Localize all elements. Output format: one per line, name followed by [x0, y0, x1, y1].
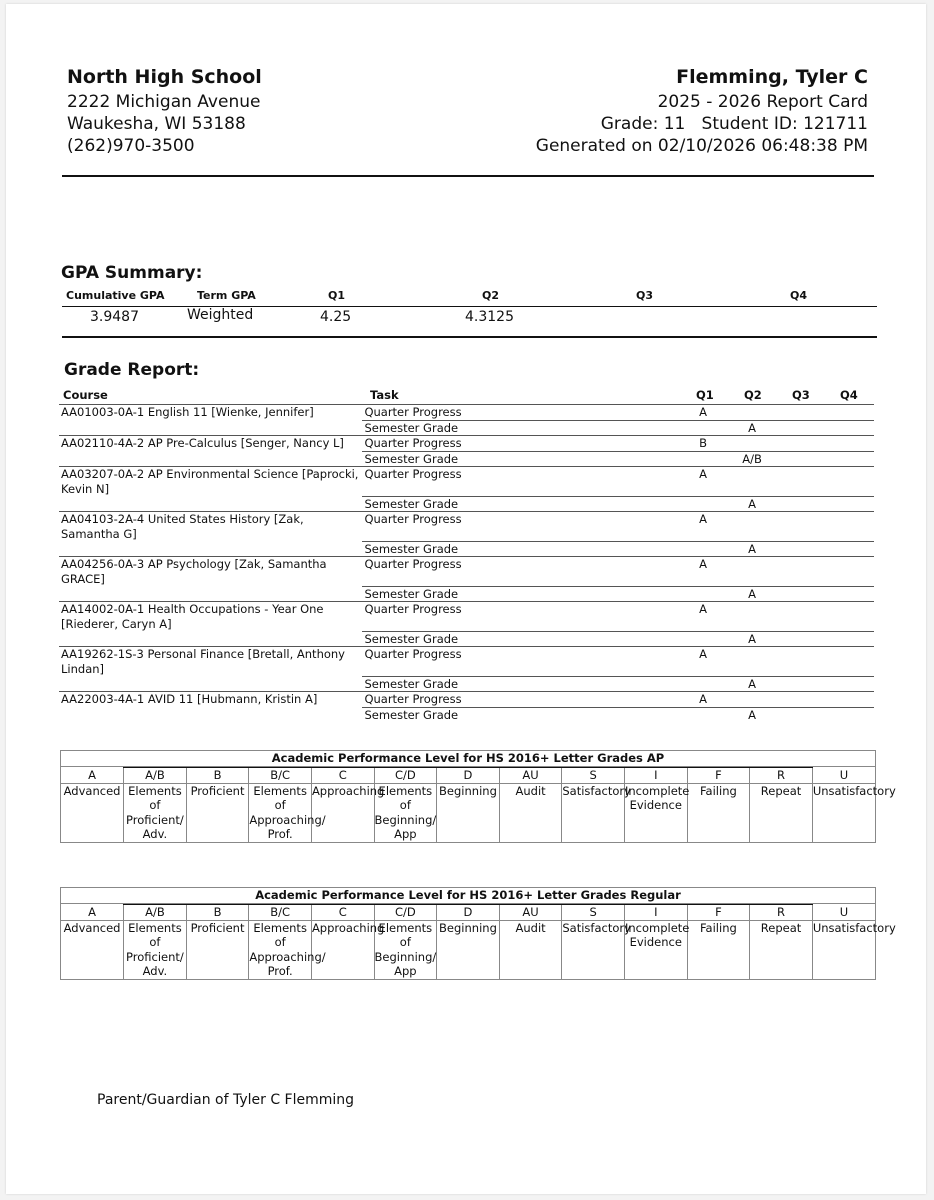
- course-name: [59, 451, 362, 467]
- grade-q2: [727, 436, 776, 452]
- grade-q4: [825, 420, 874, 436]
- scale-code: A/B: [124, 768, 187, 784]
- grade-q4: [825, 496, 874, 512]
- scale-code: B/C: [249, 768, 312, 784]
- grade-q3: [777, 436, 826, 452]
- school-address-line1: 2222 Michigan Avenue: [67, 92, 261, 112]
- task-name: Semester Grade: [362, 451, 678, 467]
- scale-description: Audit: [499, 920, 562, 979]
- grade-q3: [777, 586, 826, 602]
- grade-header-q4: Q4: [840, 388, 858, 402]
- task-name: Quarter Progress: [362, 467, 678, 497]
- gpa-header-q1: Q1: [328, 289, 346, 302]
- gpa-header-term: Term GPA: [197, 289, 256, 302]
- task-name: Semester Grade: [362, 420, 678, 436]
- scale-description: Incomplete Evidence: [624, 920, 687, 979]
- scale-code: A: [61, 768, 124, 784]
- gpa-bottom-rule: [62, 336, 877, 338]
- grade-header-q3: Q3: [792, 388, 810, 402]
- scale-code: AU: [499, 905, 562, 921]
- gpa-header-q3: Q3: [636, 289, 654, 302]
- table-row: [59, 557, 874, 587]
- grade-q3: [777, 512, 826, 542]
- grade-q3: [777, 541, 826, 557]
- scale-code: D: [437, 768, 500, 784]
- grading-scale-regular: [60, 887, 896, 980]
- course-name: [59, 631, 362, 647]
- scale-code: U: [812, 905, 875, 921]
- table-row: [59, 496, 874, 512]
- grade-q4: [825, 707, 874, 722]
- course-name: AA03207-0A-2 AP Environmental Science [Paprocki, Kevin N]: [59, 467, 362, 497]
- grade-report-title: Grade Report:: [64, 360, 200, 380]
- grading-scale-ap: [60, 750, 896, 843]
- grade-q4: [825, 512, 874, 542]
- grade-q4: [825, 692, 874, 708]
- gpa-header-rule: [62, 306, 877, 307]
- course-name: AA04256-0A-3 AP Psychology [Zak, Samantha GRACE]: [59, 557, 362, 587]
- generated-timestamp: Generated on 02/10/2026 06:48:38 PM: [535, 136, 868, 156]
- grade-q2: A: [727, 631, 776, 647]
- grade-q1: A: [679, 602, 728, 632]
- scale-code: R: [750, 768, 813, 784]
- course-name: [59, 420, 362, 436]
- grade-q2: [727, 467, 776, 497]
- grade-q1: A: [679, 557, 728, 587]
- scale-code: F: [687, 905, 750, 921]
- grade-q2: A: [727, 496, 776, 512]
- table-row: [59, 405, 874, 421]
- grade-q1: [679, 676, 728, 692]
- scale-description: Unsatisfactory: [812, 783, 875, 842]
- gpa-value-term: Weighted: [187, 307, 254, 323]
- scale-description: Repeat: [750, 920, 813, 979]
- scale-code: D: [437, 905, 500, 921]
- grade-q1: [679, 631, 728, 647]
- table-row: [59, 602, 874, 632]
- scale-description: Elements of Beginning/ App: [374, 783, 437, 841]
- gpa-value-q2: 4.3125: [465, 309, 514, 325]
- grade-q2: A: [727, 586, 776, 602]
- course-name: AA14002-0A-1 Health Occupations - Year One [Riederer, Caryn A]: [59, 602, 362, 632]
- scale-code: S: [562, 905, 625, 921]
- table-row: [59, 647, 874, 677]
- scale-description: Failing: [687, 783, 750, 842]
- grade-q1: [679, 541, 728, 557]
- course-name: [59, 586, 362, 602]
- grade-q1: A: [679, 467, 728, 497]
- grade-q3: [777, 451, 826, 467]
- course-name: AA04103-2A-4 United States History [Zak, Samantha G]: [59, 512, 362, 542]
- grade-q4: [825, 541, 874, 557]
- scale-code: C: [311, 905, 374, 921]
- scale-description: Approaching: [311, 783, 374, 842]
- scale-description: Elements of Beginning/ App: [374, 920, 437, 978]
- grade-q1: [679, 586, 728, 602]
- grade-q4: [825, 586, 874, 602]
- school-name: North High School: [67, 66, 262, 88]
- scale-code: R: [750, 905, 813, 921]
- grade-q1: A: [679, 692, 728, 708]
- grade-q3: [777, 467, 826, 497]
- student-name: Flemming, Tyler C: [676, 66, 868, 88]
- scale-code: F: [687, 768, 750, 784]
- scale-description: Beginning: [437, 920, 500, 979]
- grade-q1: [679, 707, 728, 722]
- task-name: Semester Grade: [362, 707, 678, 722]
- task-name: Quarter Progress: [362, 602, 678, 632]
- scale-code: A: [61, 905, 124, 921]
- grade-q2: A: [727, 541, 776, 557]
- scale-code: U: [812, 768, 875, 784]
- task-name: Semester Grade: [362, 541, 678, 557]
- table-row: [59, 451, 874, 467]
- task-name: Quarter Progress: [362, 647, 678, 677]
- grade-q4: [825, 451, 874, 467]
- scale-code: AU: [499, 768, 562, 784]
- scale-description: Incomplete Evidence: [624, 783, 687, 842]
- school-phone: (262)970-3500: [67, 136, 195, 156]
- scale-code: A/B: [124, 905, 187, 921]
- course-name: [59, 676, 362, 692]
- course-name: AA22003-4A-1 AVID 11 [Hubmann, Kristin A]: [59, 692, 362, 708]
- task-name: Semester Grade: [362, 586, 678, 602]
- scale-code: C/D: [374, 768, 437, 784]
- course-name: [59, 707, 362, 722]
- grade-q2: A: [727, 707, 776, 722]
- task-name: Quarter Progress: [362, 692, 678, 708]
- parent-guardian-line: Parent/Guardian of Tyler C Flemming: [97, 1092, 355, 1108]
- grade-student-id: Grade: 11 Student ID: 121711: [600, 114, 868, 134]
- scale-description: Proficient: [186, 783, 249, 842]
- task-name: Quarter Progress: [362, 557, 678, 587]
- grade-q2: [727, 602, 776, 632]
- grade-q2: [727, 692, 776, 708]
- grade-q4: [825, 647, 874, 677]
- grade-header-task: Task: [370, 388, 399, 402]
- grade-q2: [727, 405, 776, 421]
- table-row: [59, 420, 874, 436]
- grading-scale-title: Academic Performance Level for HS 2016+ Letter Grades Regular: [61, 888, 875, 904]
- task-name: Semester Grade: [362, 676, 678, 692]
- scale-code: C: [311, 768, 374, 784]
- grade-q3: [777, 420, 826, 436]
- grade-q3: [777, 631, 826, 647]
- school-address-line2: Waukesha, WI 53188: [67, 114, 246, 134]
- scale-description: Elements of Approaching/ Prof.: [249, 783, 326, 841]
- scale-code: B: [186, 768, 249, 784]
- scale-description: Approaching: [311, 920, 374, 979]
- table-row: [59, 631, 874, 647]
- grade-q3: [777, 707, 826, 722]
- grade-q2: A: [727, 676, 776, 692]
- course-name: AA02110-4A-2 AP Pre-Calculus [Senger, Nancy L]: [59, 436, 362, 452]
- table-row: [59, 586, 874, 602]
- table-row: [59, 692, 874, 708]
- grade-q3: [777, 496, 826, 512]
- table-row: [59, 436, 874, 452]
- course-name: [59, 496, 362, 512]
- scale-code: B/C: [249, 905, 312, 921]
- table-row: [59, 676, 874, 692]
- gpa-value-cumulative: 3.9487: [90, 309, 139, 325]
- table-row: [59, 707, 874, 722]
- scale-description: Failing: [687, 920, 750, 979]
- scale-description: Satisfactory: [562, 920, 625, 979]
- gpa-header-cumulative: Cumulative GPA: [66, 289, 165, 302]
- table-row: [59, 467, 874, 497]
- grade-q4: [825, 557, 874, 587]
- scale-code: C/D: [374, 905, 437, 921]
- grade-q3: [777, 602, 826, 632]
- grade-q4: [825, 467, 874, 497]
- scale-description: Advanced: [63, 783, 121, 798]
- grade-q2: A: [727, 420, 776, 436]
- grade-q4: [825, 436, 874, 452]
- grade-q1: A: [679, 405, 728, 421]
- task-name: Semester Grade: [362, 496, 678, 512]
- scale-description: Advanced: [63, 920, 121, 935]
- grade-q4: [825, 602, 874, 632]
- scale-description: Satisfactory: [562, 783, 625, 842]
- scale-description: Elements of Approaching/ Prof.: [249, 920, 326, 978]
- gpa-header-q4: Q4: [790, 289, 808, 302]
- grade-q3: [777, 557, 826, 587]
- task-name: Quarter Progress: [362, 512, 678, 542]
- scale-code: B: [186, 905, 249, 921]
- gpa-summary-title: GPA Summary:: [61, 263, 203, 283]
- scale-description: Beginning: [437, 783, 500, 842]
- grade-q2: A/B: [727, 451, 776, 467]
- grade-q2: [727, 557, 776, 587]
- course-name: AA19262-1S-3 Personal Finance [Bretall, Anthony Lindan]: [59, 647, 362, 677]
- grade-header-course: Course: [63, 388, 108, 402]
- gpa-value-q1: 4.25: [320, 309, 352, 325]
- scale-code: I: [624, 768, 687, 784]
- grade-q1: [679, 451, 728, 467]
- grade-q1: B: [679, 436, 728, 452]
- grade-q1: [679, 420, 728, 436]
- scale-code: I: [624, 905, 687, 921]
- scale-description: Audit: [499, 783, 562, 842]
- grade-q3: [777, 405, 826, 421]
- grade-q4: [825, 631, 874, 647]
- header-divider: [62, 175, 874, 177]
- grade-q2: [727, 512, 776, 542]
- grade-q3: [777, 647, 826, 677]
- gpa-header-q2: Q2: [482, 289, 500, 302]
- report-title: 2025 - 2026 Report Card: [657, 92, 868, 112]
- grade-header-q2: Q2: [744, 388, 762, 402]
- scale-description: Elements of Proficient/ Adv.: [124, 920, 187, 979]
- grade-q1: A: [679, 647, 728, 677]
- task-name: Quarter Progress: [362, 405, 678, 421]
- grade-q4: [825, 405, 874, 421]
- scale-description: Repeat: [750, 783, 813, 842]
- grade-report-table: [59, 404, 874, 722]
- grade-header-q1: Q1: [696, 388, 714, 402]
- grade-q4: [825, 676, 874, 692]
- task-name: Quarter Progress: [362, 436, 678, 452]
- task-name: Semester Grade: [362, 631, 678, 647]
- course-name: [59, 541, 362, 557]
- scale-description: Proficient: [186, 920, 249, 979]
- grade-q3: [777, 676, 826, 692]
- grading-scale-title: Academic Performance Level for HS 2016+ Letter Grades AP: [61, 751, 875, 767]
- course-name: AA01003-0A-1 English 11 [Wienke, Jennifer]: [59, 405, 362, 421]
- grade-q1: A: [679, 512, 728, 542]
- scale-description: Unsatisfactory: [812, 920, 875, 979]
- grade-q3: [777, 692, 826, 708]
- report-card-page: [6, 4, 926, 1194]
- table-row: [59, 541, 874, 557]
- grade-q1: [679, 496, 728, 512]
- table-row: [59, 512, 874, 542]
- scale-code: S: [562, 768, 625, 784]
- scale-description: Elements of Proficient/ Adv.: [124, 783, 187, 842]
- grade-q2: [727, 647, 776, 677]
